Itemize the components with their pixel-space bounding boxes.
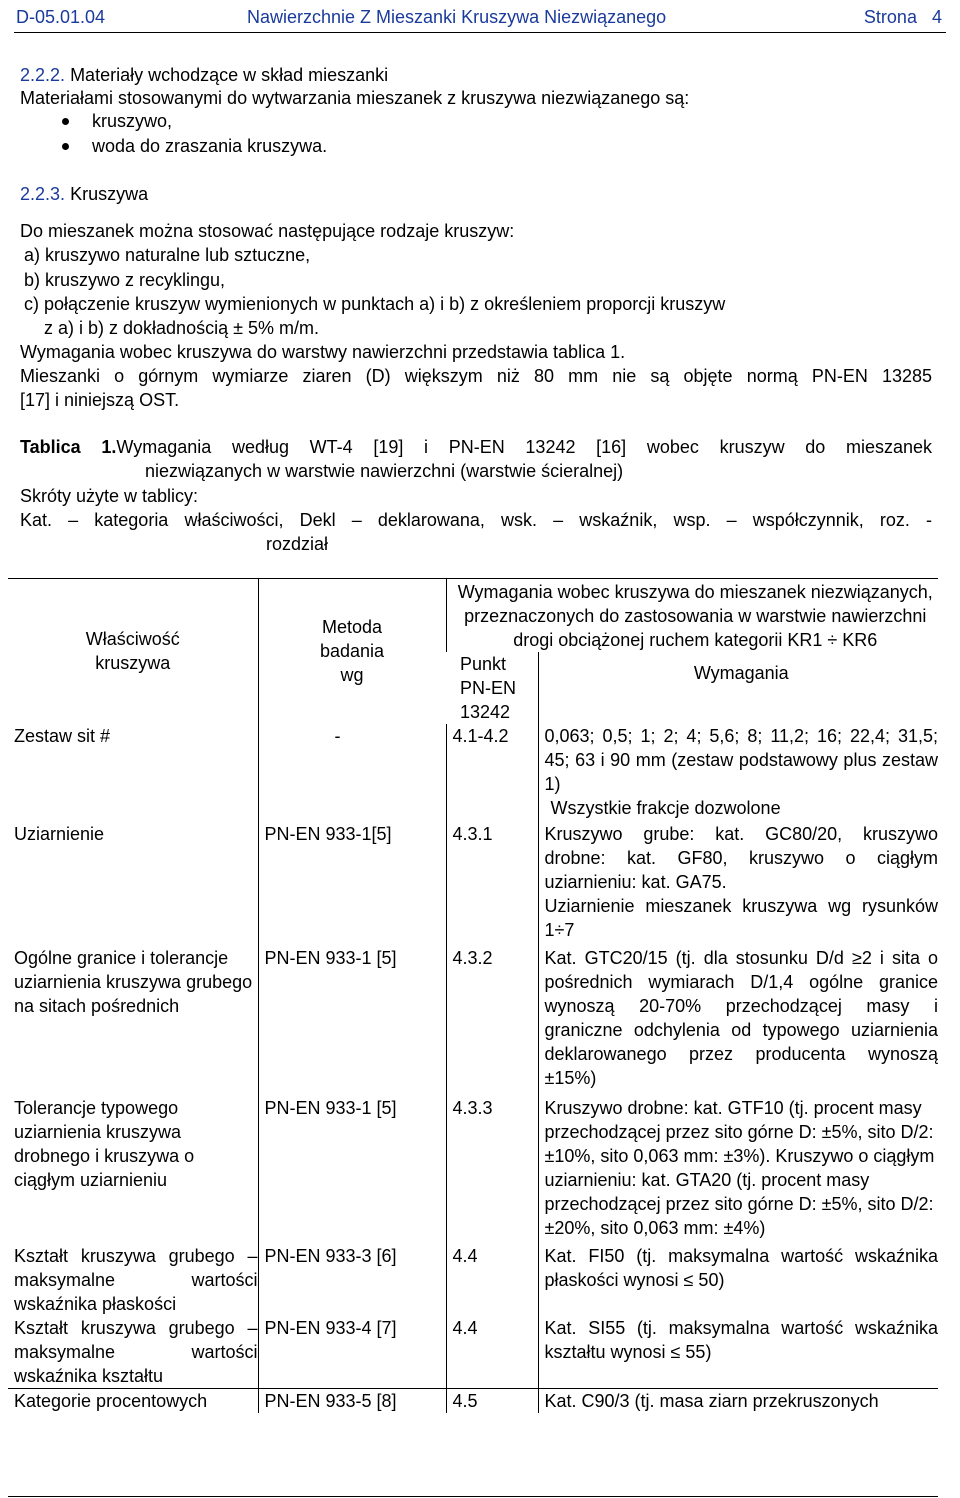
- abbreviations-title: Skróty użyte w tablicy:: [20, 486, 199, 506]
- document-code: D-05.01.04: [16, 7, 106, 27]
- cell-requirements: Kat. FI50 (tj. maksymalna wartość wskaźnika płaskości wynosi ≤ 50): [538, 1244, 938, 1316]
- cell-requirements: Kruszywo drobne: kat. GTF10 (tj. procent masy przechodzącej przez sito górne D: ±5%, sito D/2: ±10%, sito 0,063 mm: ±3%). Kruszywo o ciągłym uziarnieniu: kat. GTA20 (tj. procent masy przechodzącej przez sito górne D: ±5%, sito D/2: ±20%, sito 0,063 mm: ±4%): [538, 1096, 938, 1244]
- cell-property: Kształt kruszywa grubego – maksymalne wartości wskaźnika kształtu: [14, 1318, 258, 1386]
- cell-point: 4.1-4.2: [446, 724, 538, 822]
- table-row: [8, 822, 938, 946]
- abbreviations-cont: rozdział: [266, 534, 329, 554]
- header-method: Metoda badania wg: [258, 578, 446, 724]
- table-row: [8, 946, 938, 1096]
- cell-point: 4.4: [446, 1244, 538, 1316]
- header-property: Właściwość kruszywa: [85, 629, 180, 673]
- cell-requirements: Kat. GTC20/15 (tj. dla stosunku D/d ≥2 i sita o pośrednich wymiarach D/1,4 ogólne granice wynoszą 20-70% przechodzącej masy i graniczne odchylenia od typowego uziarnienia deklarowanego przez producenta wynoszą ±15%): [538, 946, 938, 1096]
- list-item: b) kruszywo z recyklingu,: [24, 270, 226, 290]
- table-row: [8, 1096, 938, 1244]
- bullet-icon: [62, 143, 69, 150]
- cell-requirements: 0,063; 0,5; 1; 2; 4; 5,6; 8; 11,2; 16; 22,4; 31,5; 45; 63 i 90 mm (zestaw podstawowy plus zestaw 1) Wszystkie frakcje dozwolone: [538, 724, 938, 822]
- list-item: kruszywo,: [92, 111, 173, 131]
- cell-method: PN-EN 933-4 [7]: [258, 1316, 446, 1389]
- cell-property: Uziarnienie: [14, 824, 105, 844]
- section-222-intro: Materiałami stosowanymi do wytwarzania mieszanek z kruszywa niezwiązanego są:: [20, 88, 690, 108]
- requirements-table: [8, 578, 938, 1413]
- cell-point: 4.5: [446, 1389, 538, 1414]
- cell-property: Kształt kruszywa grubego – maksymalne wartości wskaźnika płaskości: [14, 1246, 258, 1314]
- list-item: z a) i b) z dokładnością ± 5% m/m.: [44, 318, 319, 338]
- list-item: c) połączenie kruszyw wymienionych w punktach a) i b) z określeniem proporcji kruszyw: [24, 294, 726, 314]
- table-row: [8, 724, 938, 822]
- document-title: Nawierzchnie Z Mieszanki Kruszywa Niezwiązanego: [247, 7, 667, 27]
- cell-property: Ogólne granice i tolerancje uziarnienia kruszywa grubego na sitach pośrednich: [14, 948, 253, 1016]
- header-requirements: Wymagania: [538, 652, 938, 724]
- cell-property: Kategorie procentowych: [14, 1391, 208, 1411]
- bullet-icon: [62, 118, 69, 125]
- paragraph: [17] i niniejszą OST.: [20, 390, 180, 410]
- section-222-heading: 2.2.2. Materiały wchodzące w skład mieszanki: [20, 65, 389, 85]
- paragraph: Wymagania wobec kruszywa do warstwy nawierzchni przedstawia tablica 1.: [20, 342, 626, 362]
- cell-property: Zestaw sit #: [14, 726, 111, 746]
- table-caption: Tablica 1.Wymagania według WT-4 [19] i PN-EN 13242 [16] wobec kruszyw do mieszanek: [20, 437, 933, 457]
- cell-method: PN-EN 933-1 [5]: [258, 946, 446, 1096]
- cell-property: Tolerancje typowego uziarnienia kruszywa drobnego i kruszywa o ciągłym uziarnieniu: [14, 1098, 195, 1190]
- cell-point: 4.3.3: [446, 1096, 538, 1244]
- paragraph: Mieszanki o górnym wymiarze ziaren (D) większym niż 80 mm nie są objęte normą PN-EN 13285: [20, 366, 932, 386]
- cell-point: 4.3.2: [446, 946, 538, 1096]
- page-number: Strona 4: [863, 7, 942, 27]
- section-223-intro: Do mieszanek można stosować następujące rodzaje kruszyw:: [20, 221, 515, 241]
- table-row: [8, 1244, 938, 1316]
- cell-method: PN-EN 933-5 [8]: [258, 1389, 446, 1414]
- header-requirements-group: Wymagania wobec kruszywa do mieszanek niezwiązanych, przeznaczonych do zastosowania w warstwie nawierzchni drogi obciążonej ruchem kategorii KR1 ÷ KR6: [446, 578, 938, 652]
- cell-point: 4.3.1: [446, 822, 538, 946]
- table-header-row: [8, 578, 938, 652]
- cell-method: PN-EN 933-1 [5]: [258, 1096, 446, 1244]
- cell-requirements: Kat. SI55 (tj. maksymalna wartość wskaźnika kształtu wynosi ≤ 55): [538, 1316, 938, 1389]
- list-item: a) kruszywo naturalne lub sztuczne,: [24, 245, 311, 265]
- cell-method: PN-EN 933-3 [6]: [258, 1244, 446, 1316]
- cell-requirements: Kat. C90/3 (tj. masa ziarn przekruszonych: [538, 1389, 938, 1414]
- list-item: woda do zraszania kruszywa.: [92, 136, 328, 156]
- section-223-heading: 2.2.3. Kruszywa: [20, 184, 149, 204]
- cell-point: 4.4: [446, 1316, 538, 1389]
- cell-method: PN-EN 933-1[5]: [258, 822, 446, 946]
- table-row: [8, 1389, 938, 1414]
- cell-requirements: Kruszywo grube: kat. GC80/20, kruszywo drobne: kat. GF80, kruszywo o ciągłym uziarnieniu: kat. GA75. Uziarnienie mieszanek kruszywa wg rysunków 1÷7: [538, 822, 938, 946]
- table-caption-cont: niezwiązanych w warstwie nawierzchni (warstwie ścieralnej): [145, 461, 624, 481]
- cell-method: -: [258, 724, 446, 822]
- abbreviations: Kat. – kategoria właściwości, Dekl – deklarowana, wsk. – wskaźnik, wsp. – współczynnik, roz. -: [20, 510, 932, 530]
- table-bottom-rule: [8, 1496, 938, 1497]
- table-row: [8, 1316, 938, 1389]
- page-header: [14, 6, 946, 33]
- header-point: Punkt PN-EN 13242: [460, 654, 517, 722]
